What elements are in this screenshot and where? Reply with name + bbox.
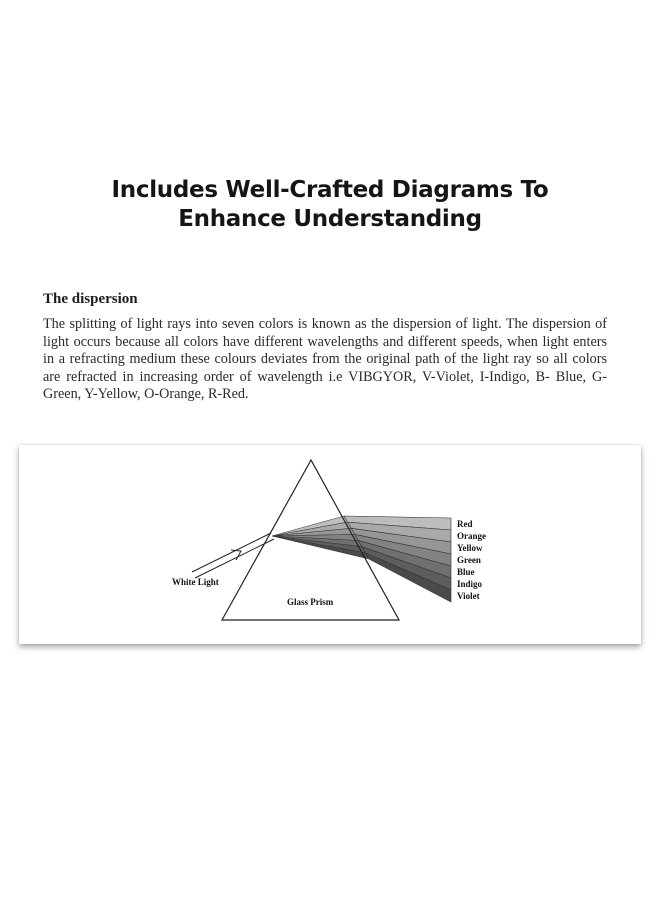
spectrum-label-indigo: Indigo bbox=[457, 579, 483, 589]
glass-prism-label: Glass Prism bbox=[287, 597, 334, 607]
page-headline bbox=[0, 176, 660, 234]
spectrum-bands bbox=[272, 516, 451, 602]
spectrum-label-green: Green bbox=[457, 555, 481, 565]
prism-diagram-card bbox=[19, 445, 641, 644]
spectrum-labels bbox=[457, 519, 486, 601]
spectrum-label-red: Red bbox=[457, 519, 473, 529]
prism-dispersion-diagram bbox=[19, 445, 641, 644]
headline-line-2: Enhance Understanding bbox=[178, 206, 482, 233]
incident-ray-lower bbox=[195, 539, 274, 578]
dispersion-section bbox=[43, 290, 607, 404]
spectrum-label-blue: Blue bbox=[457, 567, 475, 577]
white-light-label: White Light bbox=[172, 577, 219, 587]
headline-line-1: Includes Well-Crafted Diagrams To bbox=[111, 177, 549, 204]
spectrum-label-violet: Violet bbox=[457, 591, 480, 601]
section-body: The splitting of light rays into seven colors is known as the dispersion of light. The dispersion of light occurs because all colors have different wavelengths and different speeds, when light enters in a refracting medium these colours deviates from the original path of the light ray so all colors are refracted in increasing order of wavelength i.e VIBGYOR, V-Violet, I-Indigo, B- Blue, G- Green, Y-Yellow, O-Orange, R-Red. bbox=[43, 316, 607, 403]
spectrum-label-yellow: Yellow bbox=[457, 543, 483, 553]
spectrum-label-orange: Orange bbox=[457, 531, 486, 541]
section-title: The dispersion bbox=[43, 291, 138, 307]
